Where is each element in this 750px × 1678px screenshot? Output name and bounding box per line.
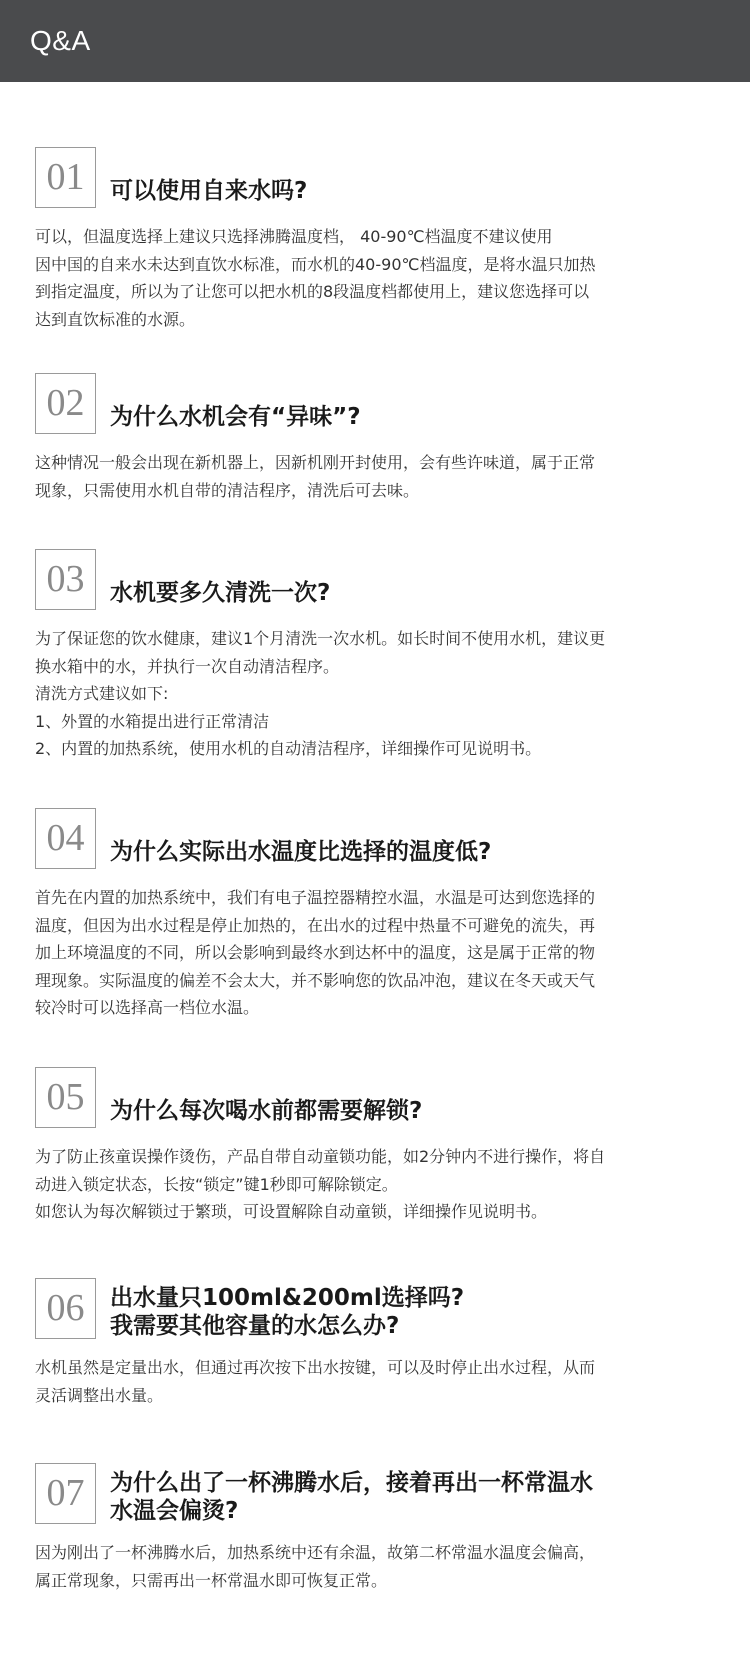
answer-line: 属正常现象，只需再出一杯常温水即可恢复正常。 <box>35 1570 388 1590</box>
question-line: 为什么出了一杯沸腾水后，接着再出一杯常温水 <box>110 1470 593 1496</box>
question-line: 为什么实际出水温度比选择的温度低? <box>110 839 492 865</box>
qa-item-04 <box>35 808 715 1022</box>
answer-line: 加上环境温度的不同，所以会影响到最终水到达杯中的温度，这是属于正常的物 <box>35 943 596 962</box>
question-number-badge: 01 <box>35 147 96 208</box>
qa-heading <box>35 808 715 872</box>
question-title <box>110 579 330 607</box>
answer-line: 现象，只需使用水机自带的清洁程序，清洗后可去味。 <box>35 480 420 500</box>
answer-line: 到指定温度，所以为了让您可以把水机的8段温度档都使用上，建议您选择可以 <box>35 282 590 301</box>
question-title <box>110 177 307 205</box>
question-title <box>110 838 491 866</box>
answer-text <box>35 625 715 763</box>
question-number-badge: 07 <box>35 1463 96 1524</box>
qa-item-02 <box>35 373 715 504</box>
answer-text <box>35 223 715 333</box>
question-number-badge: 04 <box>35 808 96 869</box>
question-line: 为什么每次喝水前都需要解锁? <box>110 1098 423 1124</box>
answer-line: 清洗方式建议如下: <box>35 684 169 703</box>
question-title <box>110 1284 464 1340</box>
page-title: Q&A <box>30 25 91 56</box>
answer-line: 为了防止孩童误操作烫伤，产品自带自动童锁功能，如2分钟内不进行操作，将自 <box>35 1147 606 1166</box>
qa-heading <box>35 549 715 613</box>
answer-line: 如您认为每次解锁过于繁琐，可设置解除自动童锁，详细操作见说明书。 <box>35 1202 548 1221</box>
answer-line: 水机虽然是定量出水，但通过再次按下出水按键，可以及时停止出水过程，从而 <box>35 1358 596 1377</box>
answer-line: 可以，但温度选择上建议只选择沸腾温度档， 40-90℃档温度不建议使用 <box>35 227 553 246</box>
qa-item-05 <box>35 1067 715 1226</box>
answer-text <box>35 1354 715 1409</box>
answer-line: 因中国的自来水未达到直饮水标准，而水机的40-90℃档温度，是将水温只加热 <box>35 254 596 274</box>
answer-line: 动进入锁定状态，长按“锁定”键1秒即可解除锁定。 <box>35 1174 398 1194</box>
answer-text <box>35 449 715 504</box>
answer-line: 2、内置的加热系统，使用水机的自动清洁程序，详细操作可见说明书。 <box>35 739 542 758</box>
question-number-badge: 02 <box>35 373 96 434</box>
qa-item-06 <box>35 1278 715 1409</box>
qa-heading <box>35 1278 715 1342</box>
question-number-badge: 05 <box>35 1067 96 1128</box>
answer-line: 较冷时可以选择高一档位水温。 <box>35 998 260 1017</box>
question-line: 水温会偏烫? <box>110 1498 239 1524</box>
answer-line: 温度，但因为出水过程是停止加热的，在出水的过程中热量不可避免的流失，再 <box>35 915 596 935</box>
qa-item-03 <box>35 549 715 763</box>
qa-heading <box>35 373 715 437</box>
qa-heading <box>35 1067 715 1131</box>
answer-text <box>35 1143 715 1226</box>
qa-heading <box>35 1463 715 1527</box>
answer-line: 1、外置的水箱提出进行正常清洁 <box>35 711 270 731</box>
qa-heading <box>35 147 715 211</box>
question-line: 水机要多久清洗一次? <box>110 580 331 606</box>
answer-line: 理现象。实际温度的偏差不会太大，并不影响您的饮品冲泡，建议在冬天或天气 <box>35 970 596 990</box>
question-number-badge: 06 <box>35 1278 96 1339</box>
question-line: 可以使用自来水吗? <box>110 178 308 204</box>
question-title <box>110 1469 593 1525</box>
qa-item-07 <box>35 1463 715 1594</box>
question-title <box>110 403 361 431</box>
answer-line: 首先在内置的加热系统中，我们有电子温控器精控水温，水温是可达到您选择的 <box>35 888 596 907</box>
answer-text <box>35 1539 715 1594</box>
question-line: 我需要其他容量的水怎么办? <box>110 1313 400 1339</box>
question-title <box>110 1097 422 1125</box>
question-line: 出水量只100ml&200ml选择吗? <box>110 1285 465 1311</box>
answer-line: 为了保证您的饮水健康，建议1个月清洗一次水机。如长时间不使用水机，建议更 <box>35 629 606 648</box>
answer-line: 灵活调整出水量。 <box>35 1385 164 1405</box>
answer-line: 因为刚出了一杯沸腾水后，加热系统中还有余温，故第二杯常温水温度会偏高， <box>35 1543 596 1562</box>
answer-line: 换水箱中的水，并执行一次自动清洁程序。 <box>35 656 340 676</box>
qa-item-01 <box>35 147 715 333</box>
answer-line: 这种情况一般会出现在新机器上，因新机刚开封使用，会有些许味道，属于正常 <box>35 453 596 472</box>
question-number-badge: 03 <box>35 549 96 610</box>
question-line: 为什么水机会有“异味”? <box>110 404 361 430</box>
answer-line: 达到直饮标准的水源。 <box>35 309 196 329</box>
answer-text <box>35 884 715 1022</box>
